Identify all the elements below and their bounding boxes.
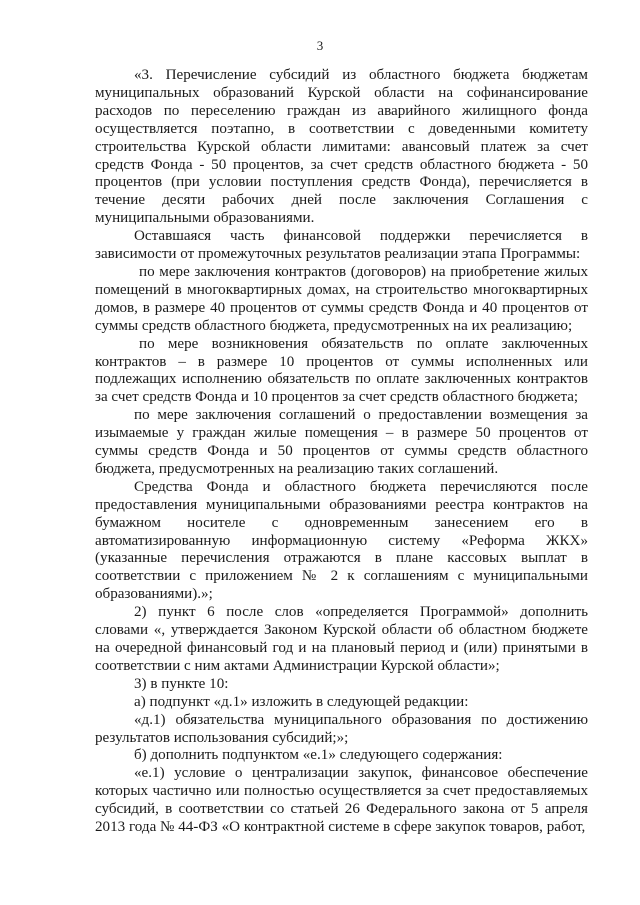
paragraph-contract-conclusion: по мере заключения контрактов (договоров) на приобретение жилых помещений в многоквартирных домах, на строительство многоквартирных домов, в размере 40 процентов от суммы средств Фонда и 40 процентов от суммы средств областного бюджета, предусмотренных на их реализацию; xyxy=(95,263,588,334)
paragraph-subclause-b: б) дополнить подпунктом «е.1» следующего содержания: xyxy=(134,747,503,764)
document-body xyxy=(95,67,588,837)
paragraph-subsidy-transfer: «3. Перечисление субсидий из областного бюджета бюджетам муниципальных образований Курской области на софинансирование расходов по переселению граждан из аварийного жилищного фонда осуществляется поэтапно, в соответствии с доведенными комитету строительства Курской области лимитами: авансовый платеж за счет средств Фонда - 50 процентов, за счет средств областного бюджета - 50 процентов (при условии поступления средств Фонда), перечисляется в течение десяти рабочих дней после заключения Соглашения с муниципальными образованиями. xyxy=(95,67,588,227)
paragraph-d1: «д.1) обязательства муниципального образования по достижению результатов использования субсидий;»; xyxy=(95,711,588,746)
page-number: 3 xyxy=(316,38,324,53)
paragraph-subclause-a: а) подпункт «д.1» изложить в следующей редакции: xyxy=(134,693,469,710)
paragraph-funds-transfer: Средства Фонда и областного бюджета перечисляются после предоставления муниципальными образованиями реестра контрактов на бумажном носителе с одновременным занесением его в автоматизированную информационную систему «Реформа ЖКХ» (указанные перечисления отражаются в плане кассовых выплат в соответствии с приложением № 2 к соглашениям с муниципальными образованиями).»; xyxy=(95,478,588,603)
paragraph-clause-6: 2) пункт 6 после слов «определяется Программой» дополнить словами «, утверждается Законом Курской области об областном бюджете на очередной финансовый год и на плановый период и (или) принятыми в соответствии с ним актами Администрации Курской области»; xyxy=(95,604,588,674)
paragraph-e1: «е.1) условие о централизации закупок, финансовое обеспечение которых частично или полностью осуществляется за счет предоставляемых субсидий, в соответствии со статьей 26 Федерального закона от 5 апреля 2013 года № 44-ФЗ «О контрактной системе в сфере закупок товаров, работ, xyxy=(95,765,588,836)
paragraph-compensation-agreements: по мере заключения соглашений о предоставлении возмещения за изымаемые у граждан жилые помещения – в размере 50 процентов от суммы средств Фонда и 50 процентов от суммы средств областного бюджета, предусмотренных на реализацию таких соглашений. xyxy=(95,407,588,477)
paragraph-obligations: по мере возникновения обязательств по оплате заключенных контрактов – в размере 10 процентов от суммы исполненных или подлежащих исполнению обязательств по оплате заключенных контрактов за счет средств Фонда и 10 процентов за счет средств областного бюджета; xyxy=(95,335,588,406)
paragraph-clause-10: 3) в пункте 10: xyxy=(134,675,229,692)
paragraph-remaining-support: Оставшаяся часть финансовой поддержки перечисляется в зависимости от промежуточных результатов реализации этапа Программы: xyxy=(95,228,588,263)
